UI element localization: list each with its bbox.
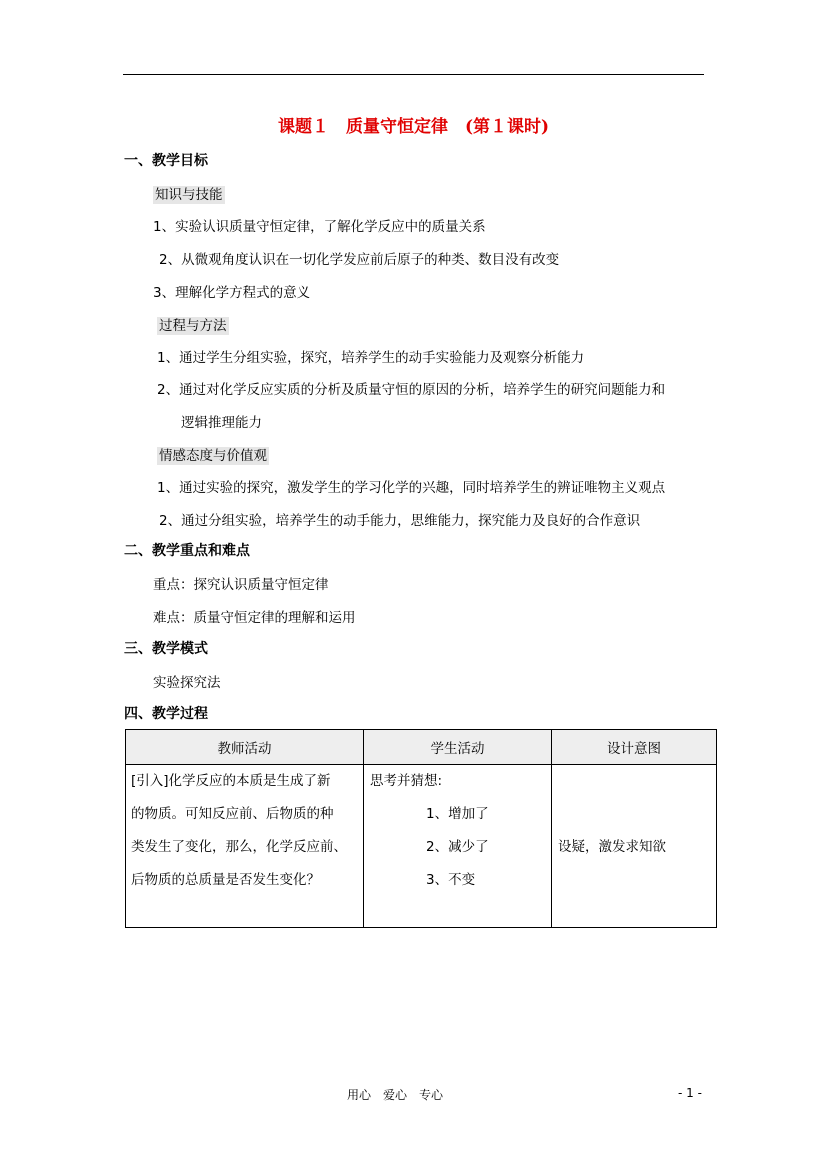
teacher-line-3: 类发生了变化，那么，化学反应前、 bbox=[131, 839, 347, 855]
student-option-2: 2、减少了 bbox=[426, 839, 489, 855]
subheading-knowledge: 知识与技能 bbox=[155, 187, 223, 203]
process-item-1: 1、通过学生分组实验，探究，培养学生的动手实验能力及观察分析能力 bbox=[157, 350, 585, 366]
emotion-item-2: 2、通过分组实验，培养学生的动手能力，思维能力，探究能力及良好的合作意识 bbox=[159, 513, 641, 529]
focus-point: 重点：探究认识质量守恒定律 bbox=[153, 577, 329, 593]
emotion-item-1: 1、通过实验的探究，激发学生的学习化学的兴趣，同时培养学生的辨证唯物主义观点 bbox=[157, 480, 666, 496]
knowledge-item-1: 1、实验认识质量守恒定律，了解化学反应中的质量关系 bbox=[153, 219, 486, 235]
process-item-2-cont: 逻辑推理能力 bbox=[181, 415, 262, 431]
student-option-3: 3、不变 bbox=[426, 872, 476, 888]
knowledge-item-3: 3、理解化学方程式的意义 bbox=[153, 285, 311, 301]
difficulty-point: 难点：质量守恒定律的理解和运用 bbox=[153, 610, 356, 626]
header-design-intent: 设计意图 bbox=[552, 730, 717, 765]
student-option-1: 1、增加了 bbox=[426, 806, 489, 822]
header-student-activity: 学生活动 bbox=[364, 730, 552, 765]
teaching-mode: 实验探究法 bbox=[153, 675, 221, 691]
student-activity-cell bbox=[364, 765, 552, 928]
student-intro: 思考并猜想: bbox=[370, 773, 443, 789]
section-heading-mode: 三、教学模式 bbox=[124, 641, 208, 657]
knowledge-item-2: 2、从微观角度认识在一切化学发应前后原子的种类、数目没有改变 bbox=[159, 252, 560, 268]
section-heading-goals: 一、教学目标 bbox=[124, 153, 208, 169]
header-teacher-activity: 教师活动 bbox=[126, 730, 364, 765]
subheading-emotion: 情感态度与价值观 bbox=[159, 448, 267, 464]
page-title: 课题１ 质量守恒定律 (第１课时) bbox=[277, 117, 550, 137]
section-heading-keypoints: 二、教学重点和难点 bbox=[124, 543, 250, 559]
table-row bbox=[126, 765, 717, 928]
table-header-row bbox=[126, 730, 717, 765]
section-heading-process: 四、教学过程 bbox=[124, 706, 208, 722]
teacher-line-4: 后物质的总质量是否发生变化？ bbox=[131, 872, 320, 888]
teaching-process-table bbox=[125, 729, 717, 928]
teacher-line-1: [引入]化学反应的本质是生成了新 bbox=[131, 773, 331, 789]
design-intent-cell bbox=[552, 765, 717, 928]
teacher-line-2: 的物质。可知反应前、后物质的种 bbox=[131, 806, 334, 822]
process-item-2: 2、通过对化学反应实质的分析及质量守恒的原因的分析，培养学生的研究问题能力和 bbox=[157, 382, 666, 398]
design-intent-text: 设疑，激发求知欲 bbox=[558, 839, 666, 855]
subheading-process: 过程与方法 bbox=[159, 318, 227, 334]
footer-motto: 用心 爱心 专心 bbox=[347, 1088, 444, 1102]
header-rule bbox=[123, 74, 704, 75]
teacher-activity-cell bbox=[126, 765, 364, 928]
page-number: - 1 - bbox=[678, 1086, 702, 1100]
